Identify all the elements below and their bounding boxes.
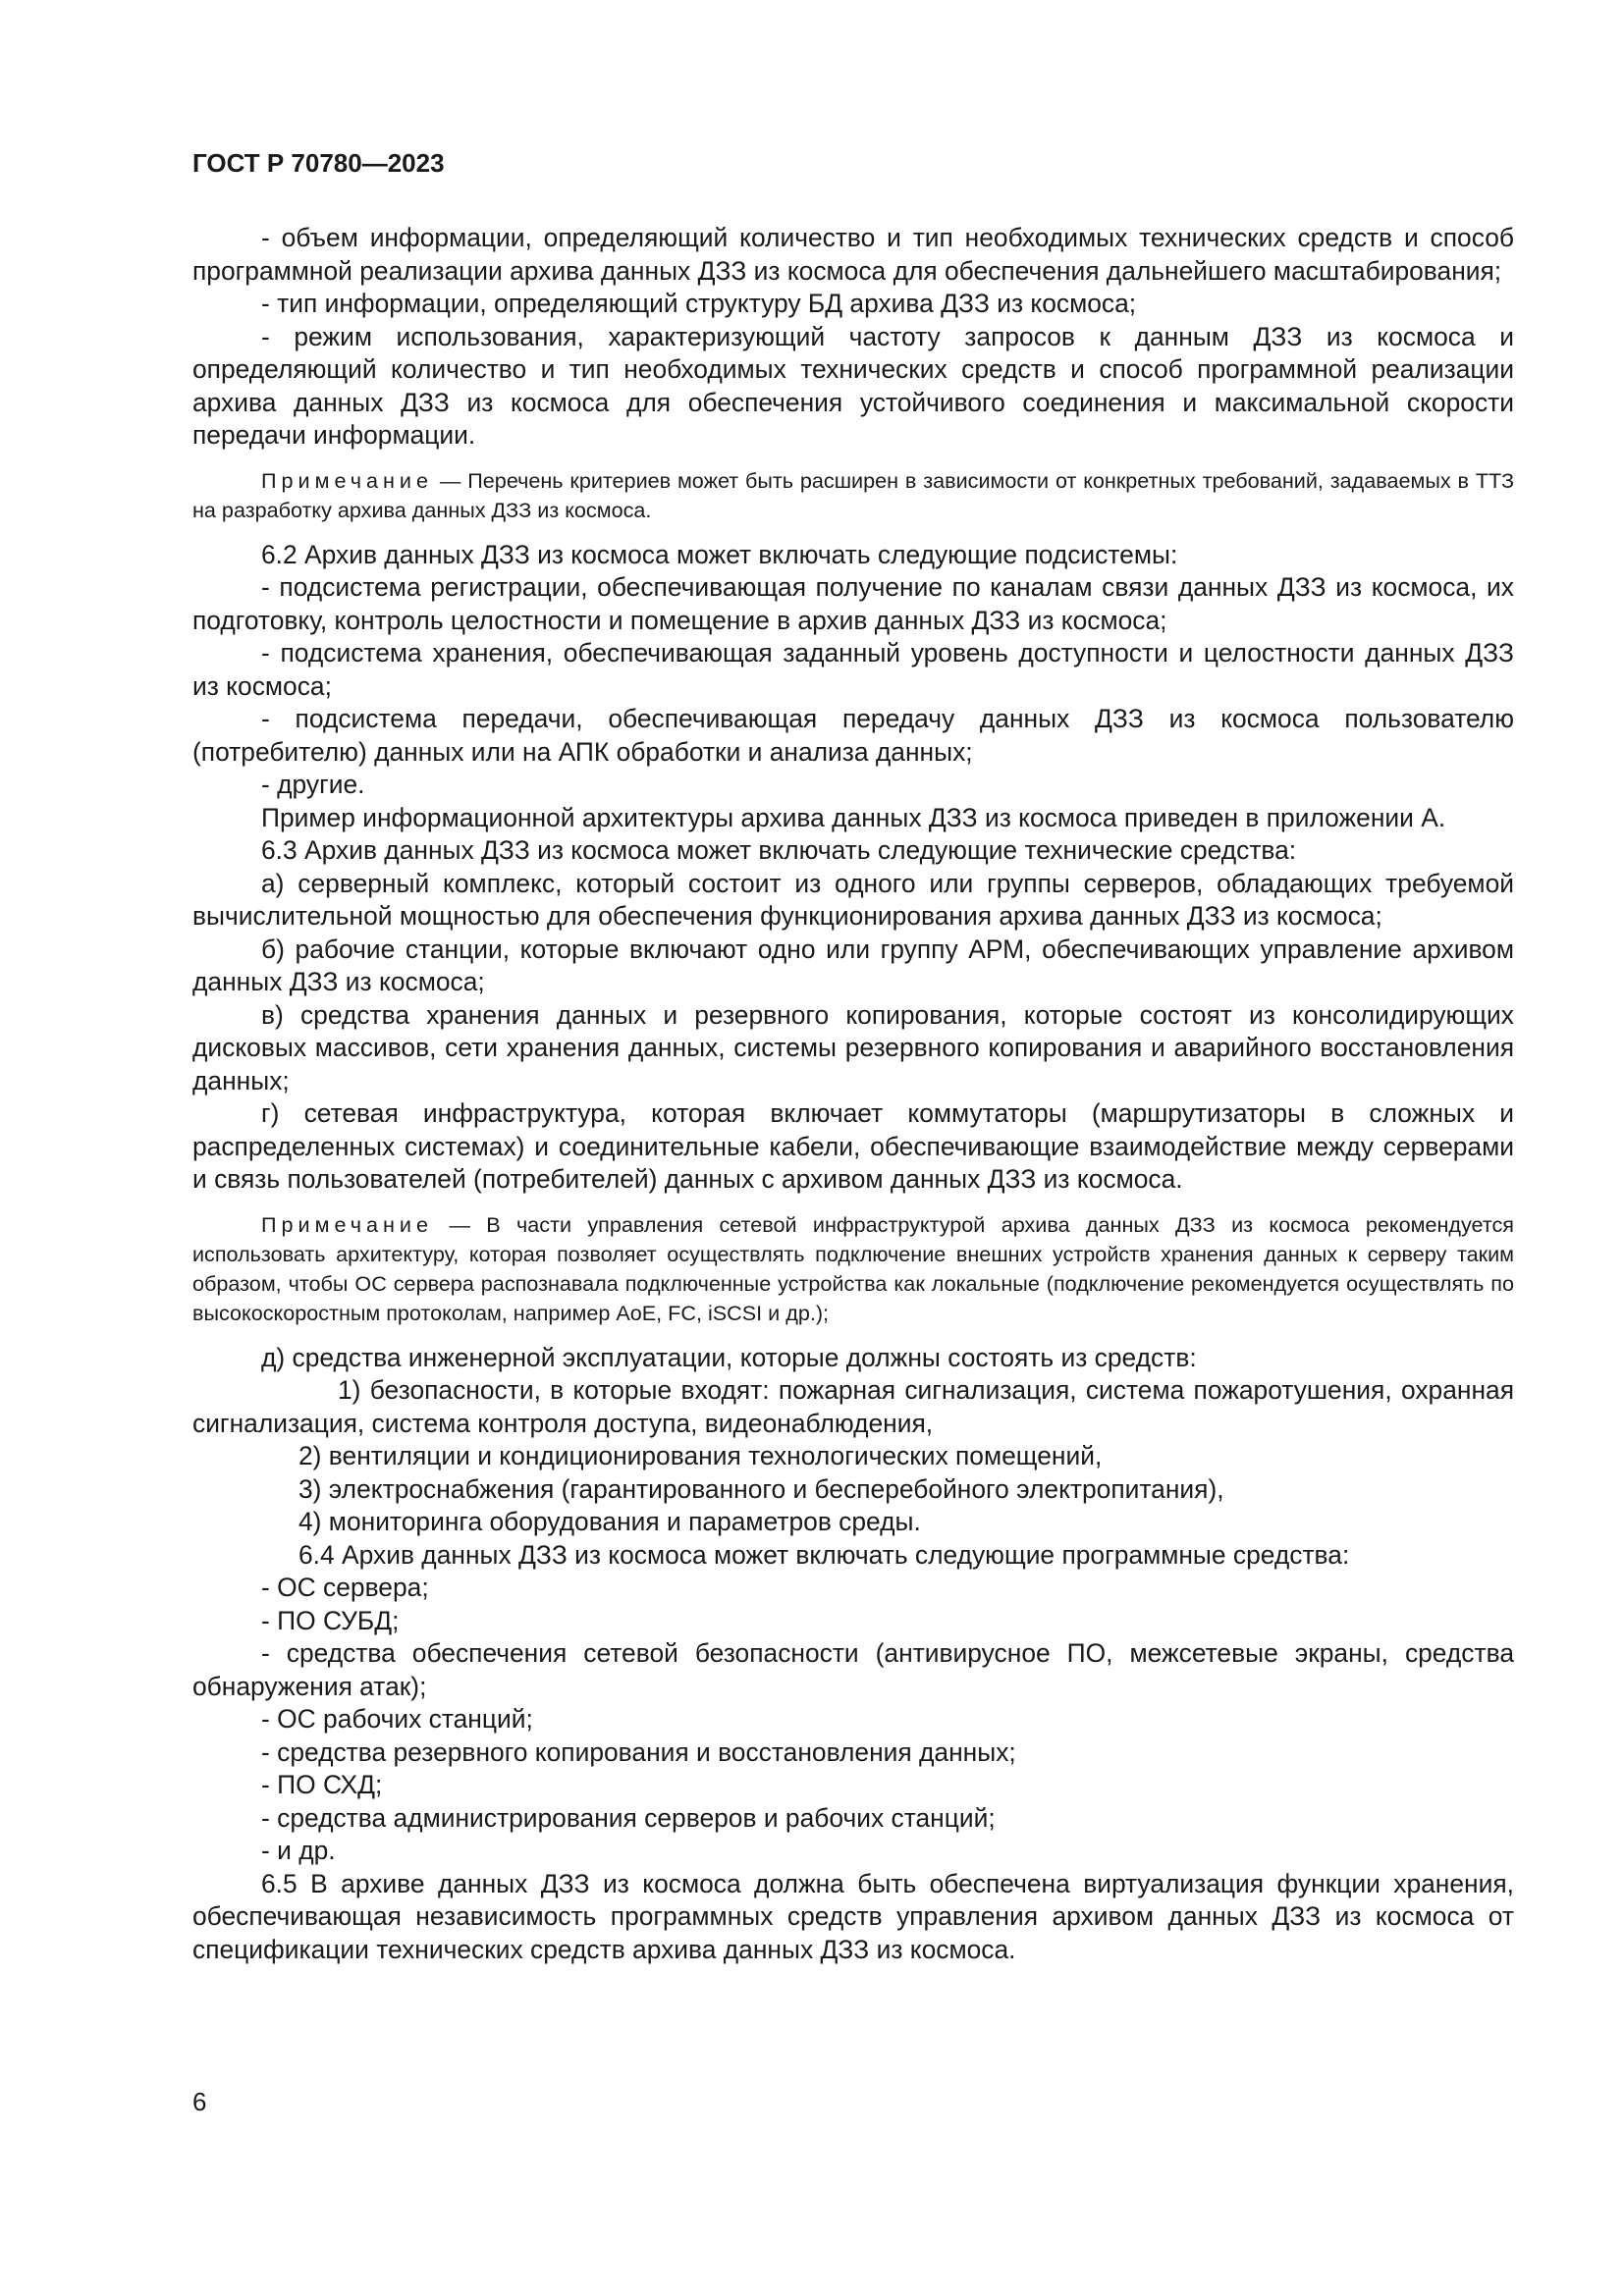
body-paragraph: - объем информации, определяющий количество и тип необходимых технических средств и способ программной реализации архива данных ДЗЗ из космоса для обеспечения дальнейшего масштабирования; — [192, 223, 1514, 286]
note-paragraph — [192, 466, 1514, 525]
body-paragraph: г) сетевая инфраструктура, которая включает коммутаторы (маршрутизаторы в сложных и распределенных системах) и соединительные кабели, обеспечивающие взаимодействие между серверами и связь пользователей (потребителей) данных с архивом данных ДЗЗ из космоса. — [192, 1098, 1514, 1194]
body-paragraph: - ОС рабочих станций; — [261, 1704, 533, 1734]
note-paragraph — [192, 1210, 1514, 1328]
body-paragraph: д) средства инженерной эксплуатации, которые должны состоять из средств: — [261, 1342, 1197, 1372]
note-label: Примечание — [261, 1211, 433, 1237]
page-content — [192, 145, 1514, 1966]
body-paragraph: - и др. — [261, 1836, 336, 1865]
body-paragraph: Пример информационной архитектуры архива данных ДЗЗ из космоса приведен в приложении А. — [261, 802, 1446, 832]
body-paragraph: б) рабочие станции, которые включают одно или группу АРМ, обеспечивающих управление архивом данных ДЗЗ из космоса; — [192, 934, 1514, 996]
body-text — [192, 222, 1514, 1966]
body-paragraph: 2) вентиляции и кондиционирования технологических помещений, — [298, 1441, 1103, 1470]
body-paragraph: - средства резервного копирования и восстановления данных; — [261, 1736, 1016, 1767]
body-paragraph: а) серверный комплекс, который состоит из одного или группы серверов, обладающих требуемой вычислительной мощностью для обеспечения функционирования архива данных ДЗЗ из космоса; — [192, 868, 1514, 931]
body-paragraph: - другие. — [261, 770, 365, 799]
body-paragraph: в) средства хранения данных и резервного копирования, которые состоят из консолидирующих дисковых массивов, сети хранения данных, системы резервного копирования и аварийного восстановления данных; — [192, 999, 1514, 1095]
body-paragraph: - средства обеспечения сетевой безопасности (антивирусное ПО, межсетевые экраны, средства обнаружения атак); — [192, 1638, 1514, 1701]
body-paragraph: - ПО СУБД; — [261, 1605, 400, 1635]
document-header: ГОСТ Р 70780—2023 — [192, 148, 445, 178]
body-paragraph: - тип информации, определяющий структуру БД архива ДЗЗ из космоса; — [261, 289, 1137, 318]
body-paragraph: - средства администрирования серверов и рабочих станций; — [261, 1802, 996, 1833]
body-paragraph: 6.4 Архив данных ДЗЗ из космоса может включать следующие программные средства: — [298, 1539, 1350, 1570]
body-paragraph: 6.2 Архив данных ДЗЗ из космоса может включать следующие подсистемы: — [261, 539, 1178, 569]
note-label: Примечание — [261, 467, 433, 493]
body-paragraph: - ПО СХД; — [261, 1770, 383, 1799]
page-number: 6 — [192, 2087, 207, 2116]
body-paragraph: 4) мониторинга оборудования и параметров среды. — [298, 1507, 921, 1536]
body-paragraph: - ОС сервера; — [261, 1573, 429, 1602]
note-text: — В части управления сетевой инфраструктурой архива данных ДЗЗ из космоса рекомендуется использовать архитектуру, которая позволяет осуществлять подключение внешних устройств хранения данных к серверу таким образом, чтобы ОС сервера распознавала подключенные устройства как локальные (подключение рекомендуется осуществлять по высокоскоростным протоколам, например AoE, FC, iSCSI и др.); — [192, 1211, 1514, 1325]
body-paragraph: 1) безопасности, в которые входят: пожарная сигнализация, система пожаротушения, охранная сигнализация, система контроля доступа, видеонаблюдения, — [192, 1375, 1514, 1438]
note-text: — Перечень критериев может быть расширен в зависимости от конкретных требований, задаваемых в ТТЗ на разработку архива данных ДЗЗ из космоса. — [192, 467, 1514, 522]
body-paragraph: - подсистема регистрации, обеспечивающая получение по каналам связи данных ДЗЗ из космоса, их подготовку, контроль целостности и помещение в архив данных ДЗЗ из космоса; — [192, 572, 1514, 635]
body-paragraph: 6.3 Архив данных ДЗЗ из космоса может включать следующие технические средства: — [261, 835, 1297, 865]
body-paragraph: - подсистема хранения, обеспечивающая заданный уровень доступности и целостности данных ДЗЗ из космоса; — [192, 638, 1514, 701]
body-paragraph: - режим использования, характеризующий частоту запросов к данным ДЗЗ из космоса и определяющий количество и тип необходимых технических средств и способ программной реализации архива данных ДЗЗ из космоса для обеспечения устойчивого соединения и максимальной скорости передачи информации. — [192, 321, 1514, 450]
body-paragraph: - подсистема передачи, обеспечивающая передачу данных ДЗЗ из космоса пользователю (потребителю) данных или на АПК обработки и анализа данных; — [192, 704, 1514, 767]
body-paragraph: 3) электроснабжения (гарантированного и бесперебойного электропитания), — [298, 1473, 1224, 1504]
body-paragraph: 6.5 В архиве данных ДЗЗ из космоса должна быть обеспечена виртуализация функции хранения, обеспечивающая независимость программных средств управления архивом данных ДЗЗ из космоса от спецификации технических средств архива данных ДЗЗ из космоса. — [192, 1868, 1514, 1964]
